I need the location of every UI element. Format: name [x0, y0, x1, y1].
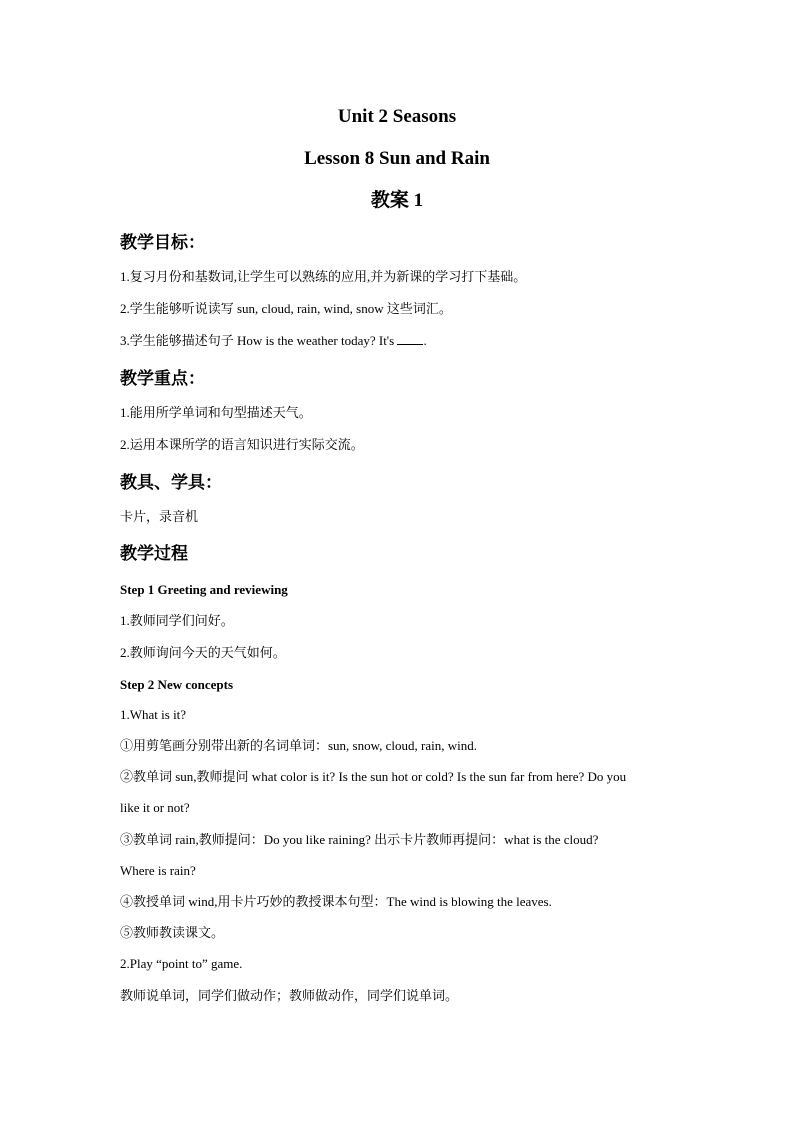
tools-text: 卡片，录音机: [120, 509, 199, 524]
step2-item: ①用剪笔画分别带出新的名词单词：sun, snow, cloud, rain, wind.: [120, 738, 478, 753]
key-point-item: 1.能用所学单词和句型描述天气。: [120, 405, 312, 420]
objective-item: 1.复习月份和基数词,让学生可以熟练的应用,并为新课的学习打下基础。: [120, 269, 527, 284]
objective-item: [120, 332, 427, 350]
key-point-item: 2.运用本课所学的语言知识进行实际交流。: [120, 437, 364, 452]
step2-item: ④教授单词 wind,用卡片巧妙的教授课本句型：The wind is blowing the leaves.: [120, 894, 552, 909]
lesson-title: Lesson 8 Sun and Rain: [304, 148, 490, 169]
objective-item-text: 3.学生能够描述句子 How is the weather today? It's: [120, 333, 395, 348]
step2-item: ⑤教师教读课文。: [120, 925, 225, 940]
step2-item: Where is rain?: [120, 863, 196, 878]
unit-title: Unit 2 Seasons: [337, 106, 457, 127]
objective-item: 2.学生能够听说读写 sun, cloud, rain, wind, snow 这些词汇。: [120, 301, 452, 316]
step2-item: like it or not?: [120, 800, 190, 815]
step1-title: Step 1 Greeting and reviewing: [120, 582, 288, 597]
step2-item: 2.Play “point to” game.: [120, 956, 243, 971]
tools-heading: 教具、学具：: [120, 473, 222, 493]
step2-title: Step 2 New concepts: [120, 677, 234, 692]
fill-in-blank: [397, 334, 423, 345]
lesson-plan-title: 教案 1: [370, 190, 424, 211]
step2-item: 教师说单词，同学们做动作；教师做动作，同学们说单词。: [120, 988, 459, 1003]
process-heading: 教学过程: [120, 544, 188, 564]
step1-item: 1.教师同学们问好。: [120, 613, 234, 628]
objective-item-end: .: [423, 333, 427, 348]
step1-item: 2.教师询问今天的天气如何。: [120, 645, 286, 660]
step2-item: ③教单词 rain,教师提问：Do you like raining? 出示卡片教师再提问：what is the cloud?: [120, 832, 599, 847]
step2-item: ②教单词 sun,教师提问 what color is it? Is the sun hot or cold? Is the sun far from here? Do you: [120, 769, 627, 784]
step2-item: 1.What is it?: [120, 707, 187, 722]
objectives-heading: 教学目标：: [120, 233, 205, 253]
key-points-heading: 教学重点：: [120, 369, 205, 389]
